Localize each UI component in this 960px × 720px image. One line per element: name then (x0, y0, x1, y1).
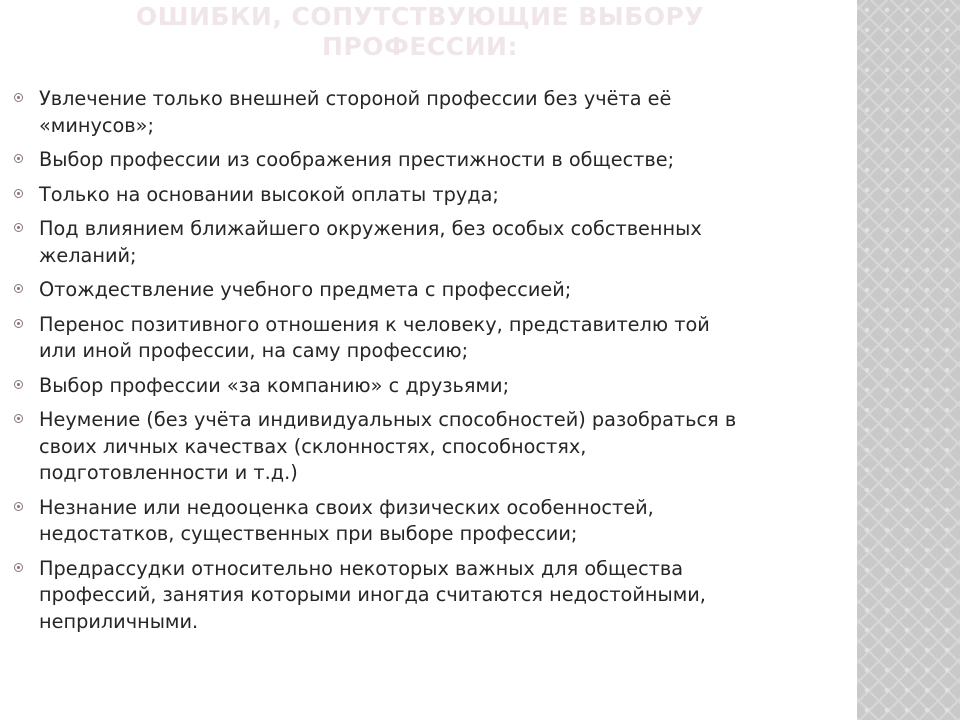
decorative-pattern-strip (857, 0, 960, 720)
list-item (12, 277, 742, 304)
list-item (12, 407, 742, 487)
list-item (12, 86, 742, 139)
list-item (12, 147, 742, 174)
list-item (12, 556, 742, 636)
list-item (12, 216, 742, 269)
circle-bullet-icon (14, 93, 23, 102)
list-item-text: Перенос позитивного отношения к человеку, представителю той или иной профессии, на саму профессию; (39, 312, 710, 362)
list-item-text: Увлечение только внешней стороной профессии без учёта её «минусов»; (39, 87, 672, 137)
circle-bullet-icon (14, 563, 23, 572)
circle-bullet-icon (14, 189, 23, 198)
list-item-text: Выбор профессии из соображения престижности в обществе; (39, 148, 675, 171)
bullet-list (12, 86, 742, 635)
circle-bullet-icon (14, 502, 23, 511)
list-item-text: Незнание или недооценка своих физических особенностей, недостатков, существенных при выборе профессии; (39, 495, 654, 545)
list-item-text: Предрассудки относительно некоторых важных для общества профессий, занятия которыми иногда считаются недостойными, неприличными. (39, 556, 706, 633)
circle-bullet-icon (14, 223, 23, 232)
list-item (12, 182, 742, 209)
list-item-text: Отождествление учебного предмета с профессией; (39, 278, 572, 301)
list-item (12, 312, 742, 365)
circle-bullet-icon (14, 319, 23, 328)
slide-title: ОШИБКИ, СОПУТСТВУЮЩИЕ ВЫБОРУ ПРОФЕССИИ: (135, 2, 705, 61)
circle-bullet-icon (14, 380, 23, 389)
list-item-text: Только на основании высокой оплаты труда; (39, 182, 499, 206)
slide-content (12, 86, 742, 643)
list-item (12, 373, 742, 400)
list-item-text: Под влиянием ближайшего окружения, без особых собственных желаний; (39, 217, 702, 267)
list-item-text: Неумение (без учёта индивидуальных способностей) разобраться в своих личных качествах (склонностях, способностях, подготовленности и т.д.) (39, 408, 737, 484)
list-item (12, 495, 742, 548)
circle-bullet-icon (14, 284, 23, 293)
circle-bullet-icon (14, 414, 23, 423)
circle-bullet-icon (14, 154, 23, 163)
list-item-text: Выбор профессии «за компанию» с друзьями; (39, 373, 510, 397)
